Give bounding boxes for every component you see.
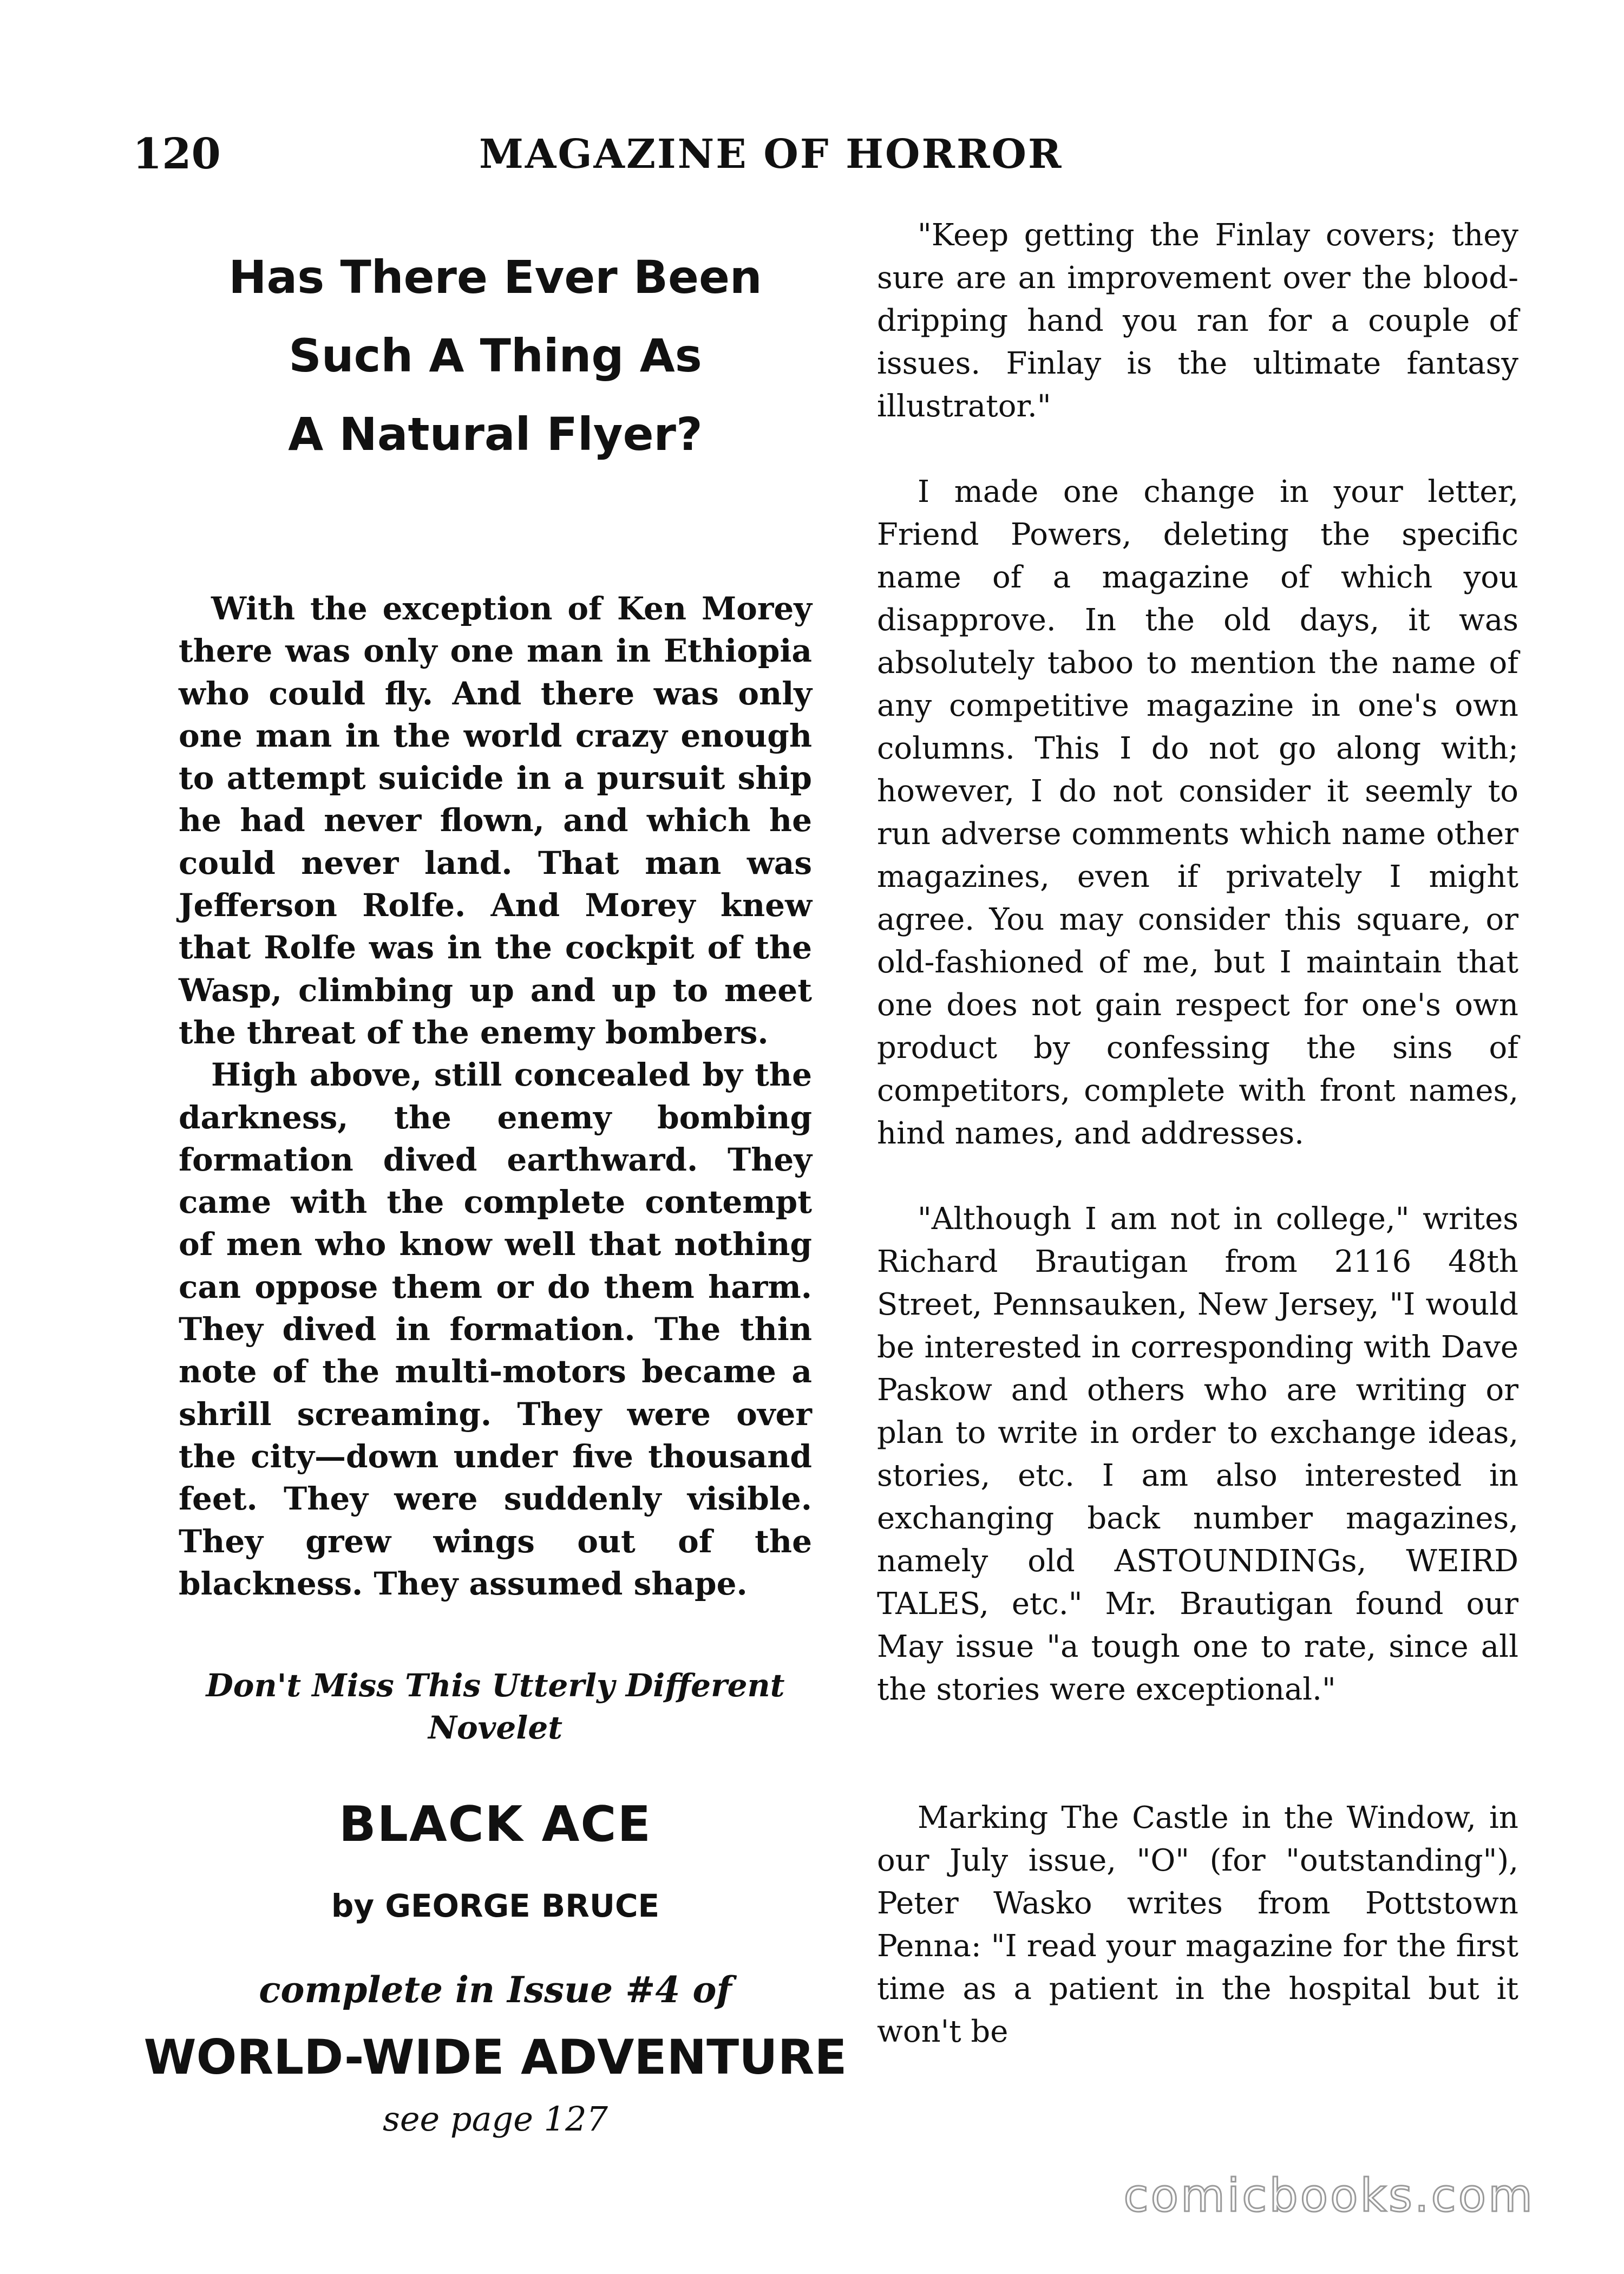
letter-paragraph: "Keep getting the Finlay covers; they sure are an improvement over the blood-dripping hand you ran for a couple of issues. Finlay is the ultimate fantasy illustrator."	[877, 218, 1518, 424]
issue-line: complete in Issue #4 of	[259, 1969, 732, 2011]
ad-headline-line: A Natural Flyer?	[288, 408, 703, 461]
letter-paragraph: Marking The Castle in the Window, in our July issue, "O" (for "outstanding"), Peter Wasko writes from Pottstown Penna: "I read your magazine for the first time as a patient in the hospital but it won't be	[877, 1800, 1518, 2049]
ad-headline-line: Has There Ever Been	[228, 251, 762, 304]
letters-column	[877, 214, 1518, 2053]
magazine-title: MAGAZINE OF HORROR	[479, 131, 1063, 178]
ad-tagline	[179, 1664, 812, 1749]
story-title: BLACK ACE	[339, 1796, 652, 1853]
tagline-line: Don't Miss This Utterly Different	[206, 1667, 785, 1704]
story-byline: by GEORGE BRUCE	[331, 1887, 660, 1925]
running-head	[133, 125, 1112, 184]
story-excerpt	[179, 587, 812, 1605]
see-page-reference: see page 127	[383, 2099, 608, 2139]
advertised-magazine-title: WORLD-WIDE ADVENTURE	[143, 2029, 847, 2086]
tagline-line: Novelet	[428, 1709, 563, 1747]
advertisement-column	[143, 238, 847, 2143]
site-watermark: comicbooks.com	[1123, 2169, 1535, 2222]
letter-paragraph: "Although I am not in college," writes Richard Brautigan from 2116 48th Street, Pennsauken, New Jersey, "I would be interested in corresponding with Dave Paskow and others who are writing or plan to write in order to exchange ideas, stories, etc. I am also interested in exchanging back number magazines, namely old ASTOUNDINGs, WEIRD TALES, etc." Mr. Brautigan found our May issue "a tough one to rate, since all the stories were exceptional."	[877, 1201, 1518, 1707]
ad-headline	[179, 238, 812, 474]
page-number: 120	[133, 129, 221, 179]
excerpt-paragraph: High above, still concealed by the darkness, the enemy bombing formation dived earthward. They came with the complete contempt of men who know well that nothing can oppose them or do them harm. They dived in formation. The thin note of the multi-motors became a shrill screaming. They were over the city—down under five thousand feet. They were suddenly visible. They grew wings out of the blackness. They assumed shape.	[179, 1056, 812, 1602]
letter-paragraph: I made one change in your letter, Friend Powers, deleting the specific name of a magazine of which you disapprove. In the old days, it was absolutely taboo to mention the name of any competitive magazine in one's own columns. This I do not go along with; however, I do not consider it seemly to run adverse comments which name other magazines, even if privately I might agree. You may consider this square, or old-fashioned of me, but I maintain that one does not gain respect for one's own product by confessing the sins of competitors, complete with front names, hind names, and addresses.	[877, 474, 1518, 1151]
excerpt-paragraph: With the exception of Ken Morey there was only one man in Ethiopia who could fly. And there was only one man in the world crazy enough to attempt suicide in a pursuit ship he had never flown, and which he could never land. That man was Jefferson Rolfe. And Morey knew that Rolfe was in the cockpit of the Wasp, climbing up and up to meet the threat of the enemy bombers.	[179, 590, 812, 1051]
ad-headline-line: Such A Thing As	[289, 329, 702, 382]
